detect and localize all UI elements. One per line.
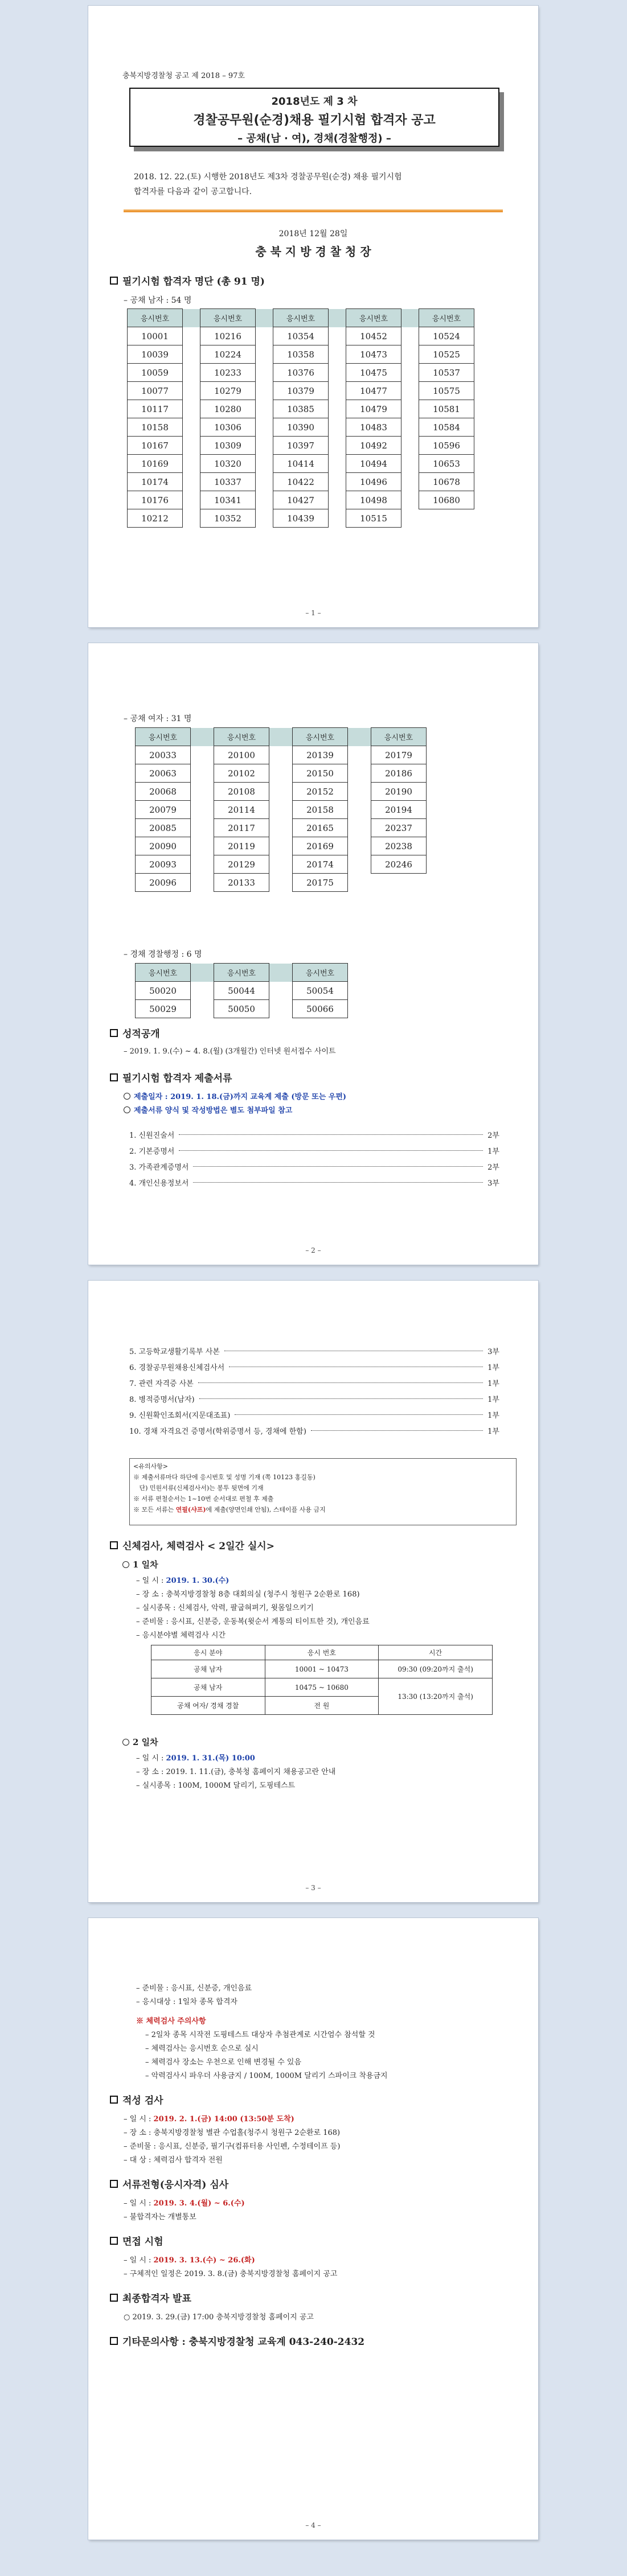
- id-cell: 20063: [136, 764, 191, 783]
- id-cell: 20093: [136, 855, 191, 874]
- circle-bullet-icon: [122, 1739, 129, 1746]
- doc-item-count: 1부: [487, 1427, 499, 1436]
- section-score-label: 성적공개: [122, 1028, 160, 1040]
- id-cell: 20179: [371, 746, 427, 764]
- dotted-leader: [235, 1414, 483, 1415]
- page-1: [88, 6, 538, 627]
- id-cell: 10306: [200, 418, 256, 437]
- id-cell: 10352: [200, 509, 256, 528]
- dotted-leader: [179, 1150, 483, 1151]
- id-cell: 20139: [293, 746, 348, 764]
- id-header-cell: 응시번호: [214, 728, 269, 746]
- id-cell: 10158: [128, 418, 183, 437]
- note-3: ※ 서류 편철순서는 1~10번 순서대로 편철 후 제출: [133, 1495, 274, 1503]
- id-cell: 20079: [136, 801, 191, 819]
- page-3: [88, 1281, 538, 1902]
- day2-target: – 응시대상 : 1일차 종목 합격자: [136, 1998, 237, 2006]
- schedule-cell: 10001 ~ 10473: [265, 1660, 379, 1678]
- day1-schedule-label: – 응시분야별 체력검사 시간: [136, 1631, 226, 1640]
- female-count-label: – 공채 여자 : 31 명: [124, 714, 192, 723]
- warning-item-1: – 2일차 종목 시작전 도핑테스트 대상자 추첨관계로 시간엄수 참석할 것: [145, 2031, 375, 2039]
- id-cell: 50050: [214, 1000, 269, 1018]
- id-cell: 10653: [419, 455, 474, 473]
- id-cell: 10176: [128, 491, 183, 509]
- id-cell: 10537: [419, 364, 474, 382]
- id-cell: 10422: [273, 473, 329, 491]
- id-cell: 10680: [419, 491, 474, 509]
- doc-item-name: 7. 관련 자격증 사본: [129, 1379, 194, 1388]
- female-id-table: [135, 727, 427, 892]
- id-cell: 10439: [273, 509, 329, 528]
- id-header-cell: 응시번호: [128, 309, 183, 327]
- id-cell: 10077: [128, 382, 183, 400]
- docs-notice-2: 제출서류 양식 및 작성방법은 별도 첨부파일 참고: [124, 1104, 292, 1115]
- id-cell: 20085: [136, 819, 191, 837]
- id-cell: 10515: [346, 509, 401, 528]
- id-cell: 10337: [200, 473, 256, 491]
- doc-item: [129, 1144, 499, 1157]
- doc-item-name: 8. 병적증명서(남자): [129, 1395, 195, 1404]
- section-contact-title: [110, 2334, 364, 2348]
- day2-bring: – 준비물 : 응시표, 신분증, 개인음료: [136, 1984, 252, 1993]
- dotted-leader: [198, 1382, 483, 1383]
- warning-item-3: – 체력검사 장소는 우천으로 인해 변경될 수 있음: [145, 2058, 302, 2067]
- id-cell: 20152: [293, 783, 348, 801]
- section-doc-review-title: [110, 2176, 228, 2191]
- id-cell: 10414: [273, 455, 329, 473]
- id-cell: 50029: [136, 1000, 191, 1018]
- square-bullet-icon: [110, 2237, 118, 2245]
- square-bullet-icon: [110, 2294, 118, 2302]
- doc-item-name: 1. 신원진술서: [129, 1131, 175, 1140]
- section-final-title: [110, 2290, 191, 2305]
- doc-item: [129, 1392, 499, 1405]
- section-docs-title: [110, 1070, 232, 1084]
- id-cell: 10492: [346, 437, 401, 455]
- id-cell: 10279: [200, 382, 256, 400]
- page-4: [88, 1918, 538, 2540]
- id-cell: 10494: [346, 455, 401, 473]
- title-box: [129, 88, 499, 147]
- section-docs-label: 필기시험 합격자 제출서류: [122, 1073, 232, 1084]
- id-cell: 20238: [371, 837, 427, 855]
- score-text: – 2019. 1. 9.(수) ~ 4. 8.(월) (3개월간) 인터넷 원서접수 사이트: [124, 1047, 336, 1056]
- dotted-leader: [193, 1182, 483, 1183]
- male-id-table: [127, 308, 474, 528]
- id-header-cell: 응시번호: [293, 728, 348, 746]
- id-cell: 10117: [128, 400, 183, 418]
- doc-item-count: 2부: [487, 1131, 499, 1140]
- day1-date: – 일 시 : 2019. 1. 30.(수): [136, 1577, 230, 1585]
- schedule-header-number: 응시 번호: [265, 1645, 379, 1660]
- notice-number: 충북지방경찰청 공고 제 2018 – 97호: [122, 72, 245, 80]
- page-number: – 4 –: [305, 2521, 321, 2529]
- contact-label: 기타문의사항 : 충북지방경찰청 교육계 043-240-2432: [122, 2336, 365, 2348]
- doc-item-count: 1부: [487, 1411, 499, 1420]
- id-cell: 10379: [273, 382, 329, 400]
- warning-item-4: – 악력검사시 파우더 사용금지 / 100M, 1000M 달리기 스파이크 착용금지: [145, 2072, 388, 2080]
- id-header-cell: 응시번호: [419, 309, 474, 327]
- schedule-cell: 공채 남자: [151, 1678, 265, 1697]
- aptitude-date: – 일 시 : 2019. 2. 1.(금) 14:00 (13:50분 도착): [124, 2115, 294, 2124]
- day2-date: – 일 시 : 2019. 1. 31.(목) 10:00: [136, 1754, 255, 1763]
- id-cell: 10498: [346, 491, 401, 509]
- id-cell: 20237: [371, 819, 427, 837]
- id-cell: 50054: [293, 982, 348, 1000]
- id-cell: 20246: [371, 855, 427, 874]
- doc-item-count: 2부: [487, 1163, 499, 1172]
- id-header-cell: 응시번호: [293, 964, 348, 982]
- id-header-cell: 응시번호: [214, 964, 269, 982]
- doc-item-name: 9. 신원확인조회서(지문대조표): [129, 1411, 231, 1420]
- id-header-cell: 응시번호: [273, 309, 329, 327]
- interview-note: – 구체적인 일정은 2019. 3. 8.(금) 충북지방경찰청 홈페이지 공고: [124, 2270, 338, 2278]
- section-passers-label: 필기시험 합격자 명단 (총 91 명): [122, 276, 265, 287]
- id-cell: 10341: [200, 491, 256, 509]
- id-cell: 10385: [273, 400, 329, 418]
- doc-item: [129, 1376, 499, 1389]
- id-cell: 10584: [419, 418, 474, 437]
- id-cell: 50020: [136, 982, 191, 1000]
- id-cell: 10320: [200, 455, 256, 473]
- doc-item-name: 2. 기본증명서: [129, 1147, 175, 1156]
- doc-item-name: 3. 가족관계증명서: [129, 1163, 189, 1172]
- section-aptitude-label: 적성 검사: [122, 2095, 163, 2106]
- id-cell: 50066: [293, 1000, 348, 1018]
- fitness-schedule-table: [151, 1645, 493, 1715]
- section-aptitude-title: [110, 2092, 163, 2106]
- empty-cell: [419, 509, 474, 528]
- title-line2: 경찰공무원(순경)채용 필기시험 합격자 공고: [193, 113, 436, 127]
- note-2: 단) 민원서류(신체검사서)는 봉투 뒷면에 기재: [133, 1484, 264, 1492]
- id-cell: 10581: [419, 400, 474, 418]
- day2-title: 2 일차: [122, 1736, 158, 1748]
- square-bullet-icon: [110, 2180, 118, 2188]
- doc-item: [129, 1176, 499, 1188]
- day2-items: – 실시종목 : 100M, 1000M 달리기, 도핑테스트: [136, 1781, 296, 1790]
- orange-divider: [124, 209, 503, 212]
- id-header-cell: 응시번호: [371, 728, 427, 746]
- id-cell: 10358: [273, 345, 329, 364]
- day1-items: – 실시종목 : 신체검사, 악력, 팔굽혀펴기, 윗몸일으키기: [136, 1604, 314, 1612]
- id-cell: 20175: [293, 874, 348, 892]
- note-1: ※ 제출서류마다 하단에 응시번호 및 성명 기재 (쪽 10123 홍길동): [133, 1474, 315, 1481]
- aptitude-bring: – 준비물 : 응시표, 신분증, 필기구(컴퓨터용 사인펜, 수정테이프 등): [124, 2142, 341, 2151]
- section-interview-label: 면접 시험: [122, 2236, 163, 2248]
- note-4: ※ 모든 서류는 연필(샤프)에 제출(양면인쇄 안됨), 스테이플 사용 금지: [133, 1506, 326, 1513]
- doc-review-date: – 일 시 : 2019. 3. 4.(월) ~ 6.(수): [124, 2199, 245, 2208]
- schedule-cell: 공채 남자: [151, 1660, 265, 1678]
- id-cell: 10169: [128, 455, 183, 473]
- dotted-leader: [311, 1430, 483, 1431]
- dotted-leader: [193, 1166, 483, 1167]
- id-cell: 10479: [346, 400, 401, 418]
- id-cell: 10575: [419, 382, 474, 400]
- id-cell: 10452: [346, 327, 401, 345]
- aptitude-target: – 대 상 : 체력검사 합격자 전원: [124, 2156, 223, 2165]
- id-cell: 20194: [371, 801, 427, 819]
- square-bullet-icon: [110, 2337, 118, 2345]
- schedule-cell: 13:30 (13:20까지 출석): [379, 1678, 493, 1715]
- aptitude-place: – 장 소 : 충북지방경찰청 별관 수업홀(청주시 청원구 2순환로 168): [124, 2129, 341, 2137]
- notes-box: [129, 1458, 517, 1525]
- doc-item-count: 1부: [487, 1147, 499, 1156]
- interview-date: – 일 시 : 2019. 3. 13.(수) ~ 26.(화): [124, 2256, 255, 2265]
- doc-item: [129, 1408, 499, 1421]
- agency-name: 충 북 지 방 경 찰 청 장: [255, 245, 371, 258]
- warning-item-2: – 체력검사는 응시번호 순으로 실시: [145, 2044, 259, 2053]
- page-2: [88, 643, 538, 1265]
- final-text: ○ 2019. 3. 29.(금) 17:00 충북지방경찰청 홈페이지 공고: [124, 2313, 314, 2322]
- id-cell: 10224: [200, 345, 256, 364]
- section-passers-title: [110, 273, 265, 287]
- title-line1: 2018년도 제 3 차: [271, 96, 358, 108]
- dotted-leader: [199, 1398, 483, 1399]
- day1-bring: – 준비물 : 응시표, 신분증, 운동복(윗순서 계통의 티이트한 것), 개인음료: [136, 1618, 370, 1626]
- doc-item: [129, 1344, 499, 1357]
- page-number: – 2 –: [305, 1246, 321, 1254]
- id-cell: 20190: [371, 783, 427, 801]
- id-cell: 10390: [273, 418, 329, 437]
- id-cell: 20186: [371, 764, 427, 783]
- id-cell: 10174: [128, 473, 183, 491]
- doc-item-name: 4. 개인신용정보서: [129, 1179, 189, 1188]
- doc-item: [129, 1360, 499, 1373]
- title-line3: – 공채(남 · 여), 경채(경찰행정) –: [237, 133, 391, 145]
- square-bullet-icon: [110, 1541, 118, 1549]
- id-cell: 10309: [200, 437, 256, 455]
- id-cell: 20100: [214, 746, 269, 764]
- id-cell: 10525: [419, 345, 474, 364]
- id-cell: 20117: [214, 819, 269, 837]
- id-cell: 20169: [293, 837, 348, 855]
- id-cell: 10039: [128, 345, 183, 364]
- id-header-cell: 응시번호: [346, 309, 401, 327]
- notes-title: <유의사항>: [133, 1463, 168, 1470]
- id-cell: 20165: [293, 819, 348, 837]
- id-header-cell: 응시번호: [200, 309, 256, 327]
- id-cell: 20068: [136, 783, 191, 801]
- circle-bullet-icon: [124, 1093, 130, 1100]
- id-cell: 10678: [419, 473, 474, 491]
- circle-bullet-icon: [122, 1561, 129, 1568]
- schedule-header-field: 응시 분야: [151, 1645, 265, 1660]
- warning-title: ※ 체력검사 주의사항: [136, 2017, 206, 2026]
- square-bullet-icon: [110, 2096, 118, 2104]
- id-cell: 10427: [273, 491, 329, 509]
- id-cell: 20090: [136, 837, 191, 855]
- id-cell: 20129: [214, 855, 269, 874]
- doc-item-count: 1부: [487, 1395, 499, 1404]
- id-cell: 20102: [214, 764, 269, 783]
- section-interview-title: [110, 2233, 163, 2248]
- docs-notice-1: 제출일자 : 2019. 1. 18.(금)까지 교육계 제출 (방문 또는 우편): [124, 1091, 346, 1101]
- circle-bullet-icon: [124, 1106, 130, 1113]
- id-cell: 10233: [200, 364, 256, 382]
- doc-item-count: 1부: [487, 1363, 499, 1372]
- id-cell: 10216: [200, 327, 256, 345]
- doc-item: [129, 1128, 499, 1141]
- male-count-label: – 공채 남자 : 54 명: [124, 296, 192, 305]
- empty-cell: [371, 874, 427, 892]
- page-number: – 3 –: [305, 1884, 321, 1892]
- schedule-cell: 공채 여자/ 경채 경찰: [151, 1697, 265, 1715]
- id-header-cell: 응시번호: [136, 964, 191, 982]
- doc-item-count: 1부: [487, 1379, 499, 1388]
- docs-list: [129, 1128, 499, 1208]
- id-cell: 10596: [419, 437, 474, 455]
- id-cell: 10376: [273, 364, 329, 382]
- id-cell: 10483: [346, 418, 401, 437]
- intro-line-1: 2018. 12. 22.(토) 시행한 2018년도 제3차 경찰공무원(순경) 채용 필기시험: [134, 172, 402, 182]
- id-cell: 10059: [128, 364, 183, 382]
- section-fitness-title: [110, 1538, 274, 1552]
- id-cell: 10496: [346, 473, 401, 491]
- day1-title: 1 일차: [122, 1558, 158, 1570]
- day2-place: – 장 소 : 2019. 1. 11.(금), 충북청 홈페이지 채용공고란 안내: [136, 1768, 336, 1776]
- id-cell: 10354: [273, 327, 329, 345]
- id-cell: 10524: [419, 327, 474, 345]
- section-fitness-label: 신체검사, 체력검사 < 2일간 실시>: [122, 1541, 274, 1552]
- doc-item-name: 6. 경찰공무원채용신체검사서: [129, 1363, 225, 1372]
- schedule-cell: 전 원: [265, 1697, 379, 1715]
- schedule-cell: 10475 ~ 10680: [265, 1678, 379, 1697]
- id-cell: 50044: [214, 982, 269, 1000]
- page-number: – 1 –: [305, 609, 321, 617]
- id-cell: 20096: [136, 874, 191, 892]
- id-cell: 20174: [293, 855, 348, 874]
- id-cell: 10167: [128, 437, 183, 455]
- id-cell: 10280: [200, 400, 256, 418]
- doc-item: [129, 1160, 499, 1172]
- announce-date: 2018년 12월 28일: [278, 229, 348, 238]
- day1-place: – 장 소 : 충북지방경찰청 8층 대회의실 (청주시 청원구 2순환로 168): [136, 1590, 360, 1599]
- id-cell: 20150: [293, 764, 348, 783]
- id-cell: 20033: [136, 746, 191, 764]
- doc-item-count: 3부: [487, 1179, 499, 1188]
- id-cell: 10001: [128, 327, 183, 345]
- id-cell: 10473: [346, 345, 401, 364]
- doc-review-note: – 불합격자는 개별통보: [124, 2213, 196, 2221]
- id-cell: 10212: [128, 509, 183, 528]
- id-cell: 20108: [214, 783, 269, 801]
- docs-list-continued: [129, 1344, 499, 1441]
- id-cell: 20133: [214, 874, 269, 892]
- doc-item: [129, 1424, 499, 1437]
- schedule-header-time: 시간: [379, 1645, 493, 1660]
- doc-item-name: 10. 경채 자격요건 증명서(학위증명서 등, 경채에 한함): [129, 1427, 306, 1436]
- square-bullet-icon: [110, 1029, 118, 1037]
- id-cell: 10477: [346, 382, 401, 400]
- police-admin-id-table: [135, 963, 348, 1018]
- doc-item-name: 5. 고등학교생활기록부 사본: [129, 1347, 220, 1356]
- doc-item-count: 3부: [487, 1347, 499, 1356]
- square-bullet-icon: [110, 1073, 118, 1081]
- id-cell: 10397: [273, 437, 329, 455]
- intro-line-2: 합격자를 다음과 같이 공고합니다.: [134, 187, 252, 196]
- id-cell: 20158: [293, 801, 348, 819]
- square-bullet-icon: [110, 277, 118, 285]
- police-admin-count-label: – 경채 경찰행정 : 6 명: [124, 950, 202, 959]
- section-doc-review-label: 서류전형(응시자격) 심사: [122, 2179, 229, 2191]
- section-final-label: 최종합격자 발표: [122, 2293, 191, 2305]
- schedule-cell: 09:30 (09:20까지 출석): [379, 1660, 493, 1678]
- id-header-cell: 응시번호: [136, 728, 191, 746]
- id-cell: 20119: [214, 837, 269, 855]
- dotted-leader: [179, 1134, 483, 1135]
- section-score-title: [110, 1026, 160, 1040]
- id-cell: 10475: [346, 364, 401, 382]
- id-cell: 20114: [214, 801, 269, 819]
